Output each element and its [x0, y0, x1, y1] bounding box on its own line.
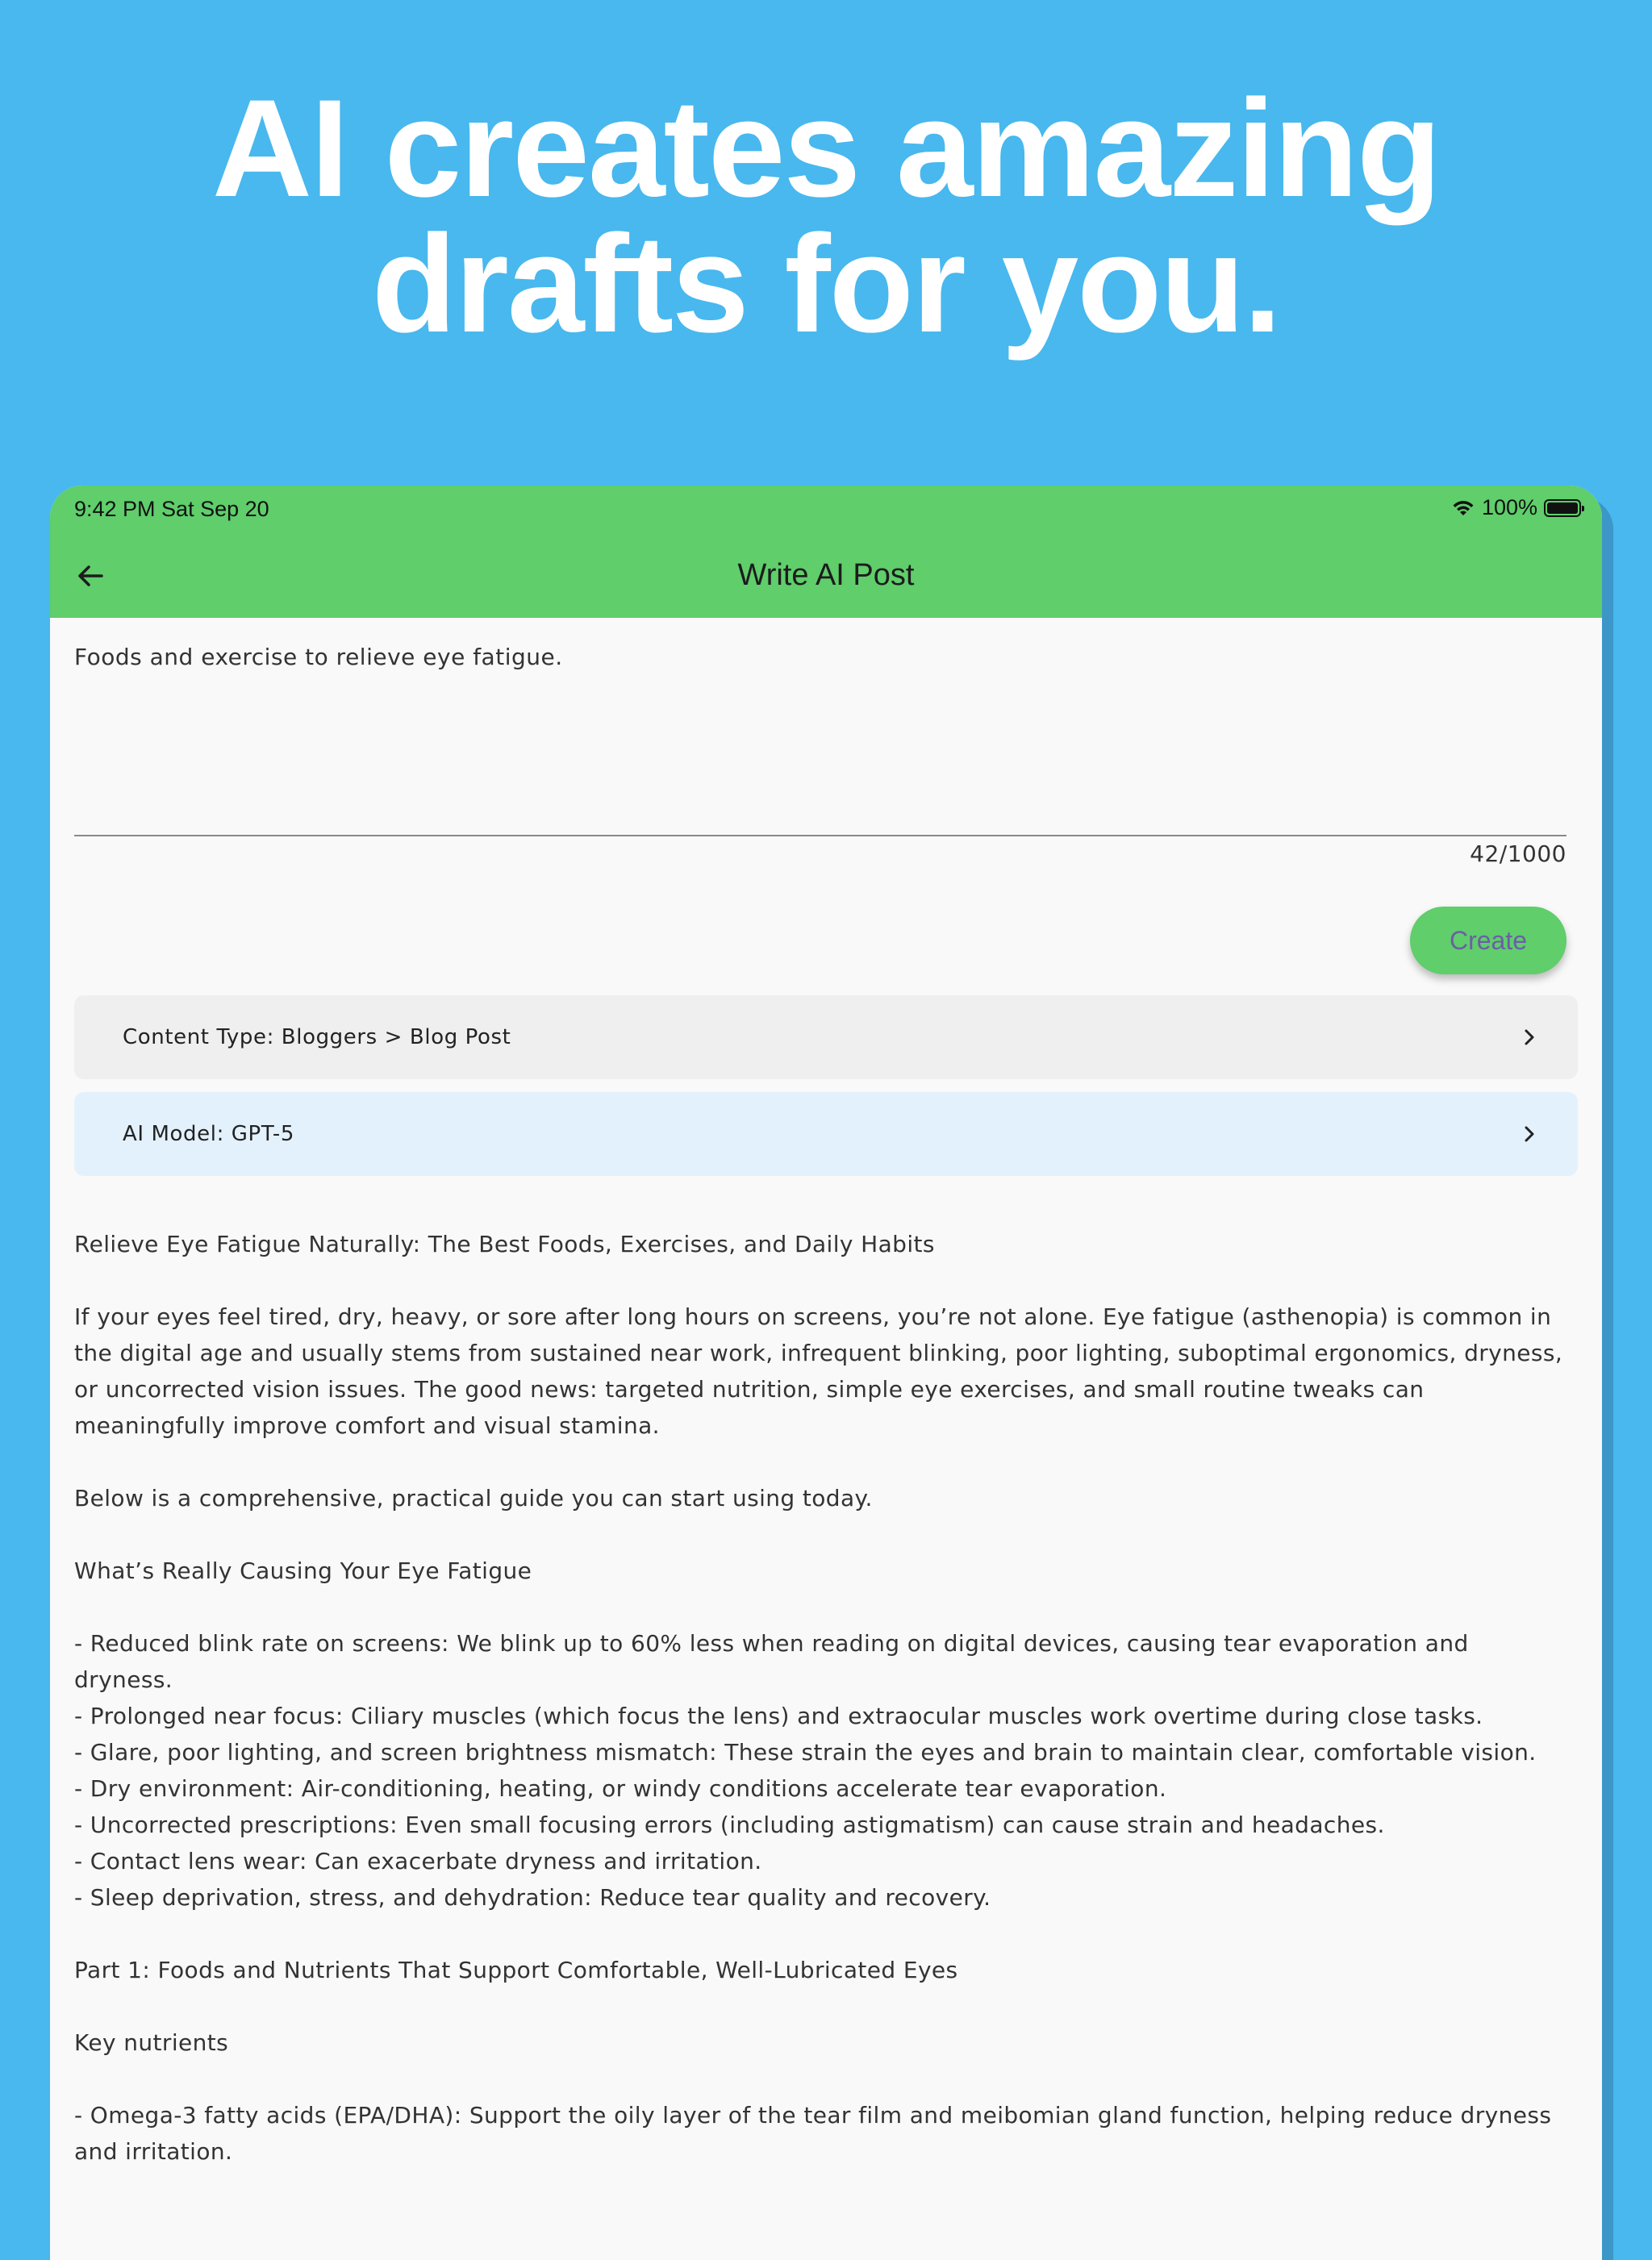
status-time: 9:42 PM Sat Sep 20	[74, 497, 269, 521]
list-item: - Reduced blink rate on screens: We blink up to 60% less when reading on digital devices, causing tear evaporation and dryness.	[74, 1630, 1469, 1693]
content-type-selector[interactable]	[74, 995, 1578, 1079]
causes-heading: What’s Really Causing Your Eye Fatigue	[74, 1557, 532, 1584]
top-bar	[50, 486, 1602, 618]
part1-heading: Part 1: Foods and Nutrients That Support Comfortable, Well-Lubricated Eyes	[74, 1957, 958, 1983]
list-item: - Omega-3 fatty acids (EPA/DHA): Support the oily layer of the tear film and meibomian gland function, helping reduce dryness and irritation.	[74, 2102, 1552, 2165]
article-intro: If your eyes feel tired, dry, heavy, or sore after long hours on screens, you’re not alone. Eye fatigue (asthenopia) is common in the digital age and usually stems from sustained near work, infrequent blinking, poor lighting, suboptimal ergonomics, dryness, or uncorrected vision issues. The good news: targeted nutrition, simple eye exercises, and small routine tweaks can meaningfully improve comfort and visual stamina.	[74, 1303, 1563, 1439]
device-screen	[50, 486, 1602, 2260]
page-title: Write AI Post	[737, 558, 915, 592]
battery-icon	[1544, 499, 1581, 517]
chevron-right-icon	[1518, 1026, 1541, 1049]
create-button[interactable]: Create	[1410, 907, 1566, 974]
status-bar	[50, 486, 1602, 534]
headline-line-1: AI creates amazing	[211, 71, 1441, 226]
list-item: - Prolonged near focus: Ciliary muscles (which focus the lens) and extraocular muscles work overtime during close tasks.	[74, 1703, 1483, 1729]
content-type-label: Content Type: Bloggers > Blog Post	[123, 1025, 511, 1049]
article-title: Relieve Eye Fatigue Naturally: The Best Foods, Exercises, and Daily Habits	[74, 1231, 935, 1257]
list-item: - Contact lens wear: Can exacerbate dryness and irritation.	[74, 1848, 762, 1874]
generated-article	[74, 1226, 1575, 2170]
headline	[0, 71, 1652, 361]
nutrients-heading: Key nutrients	[74, 2029, 229, 2056]
prompt-underline	[74, 835, 1566, 836]
headline-line-2: drafts for you.	[371, 206, 1281, 361]
app-bar	[50, 536, 1602, 616]
character-counter: 42/1000	[1470, 840, 1566, 867]
ai-model-selector[interactable]	[74, 1092, 1578, 1176]
list-item: - Glare, poor lighting, and screen brightness mismatch: These strain the eyes and brain to maintain clear, comfortable vision.	[74, 1739, 1537, 1766]
ai-model-label: AI Model: GPT-5	[123, 1122, 295, 1146]
list-item: - Sleep deprivation, stress, and dehydration: Reduce tear quality and recovery.	[74, 1884, 991, 1911]
prompt-input[interactable]	[74, 644, 1566, 813]
status-indicators	[1451, 495, 1581, 520]
battery-percent: 100%	[1481, 495, 1537, 519]
prompt-text[interactable]: Foods and exercise to relieve eye fatigue.	[74, 644, 563, 670]
article-guide: Below is a comprehensive, practical guide you can start using today.	[74, 1485, 873, 1512]
list-item: - Dry environment: Air-conditioning, heating, or windy conditions accelerate tear evaporation.	[74, 1775, 1167, 1802]
list-item: - Uncorrected prescriptions: Even small focusing errors (including astigmatism) can cause strain and headaches.	[74, 1812, 1385, 1838]
wifi-icon	[1451, 498, 1475, 518]
chevron-right-icon	[1518, 1123, 1541, 1145]
